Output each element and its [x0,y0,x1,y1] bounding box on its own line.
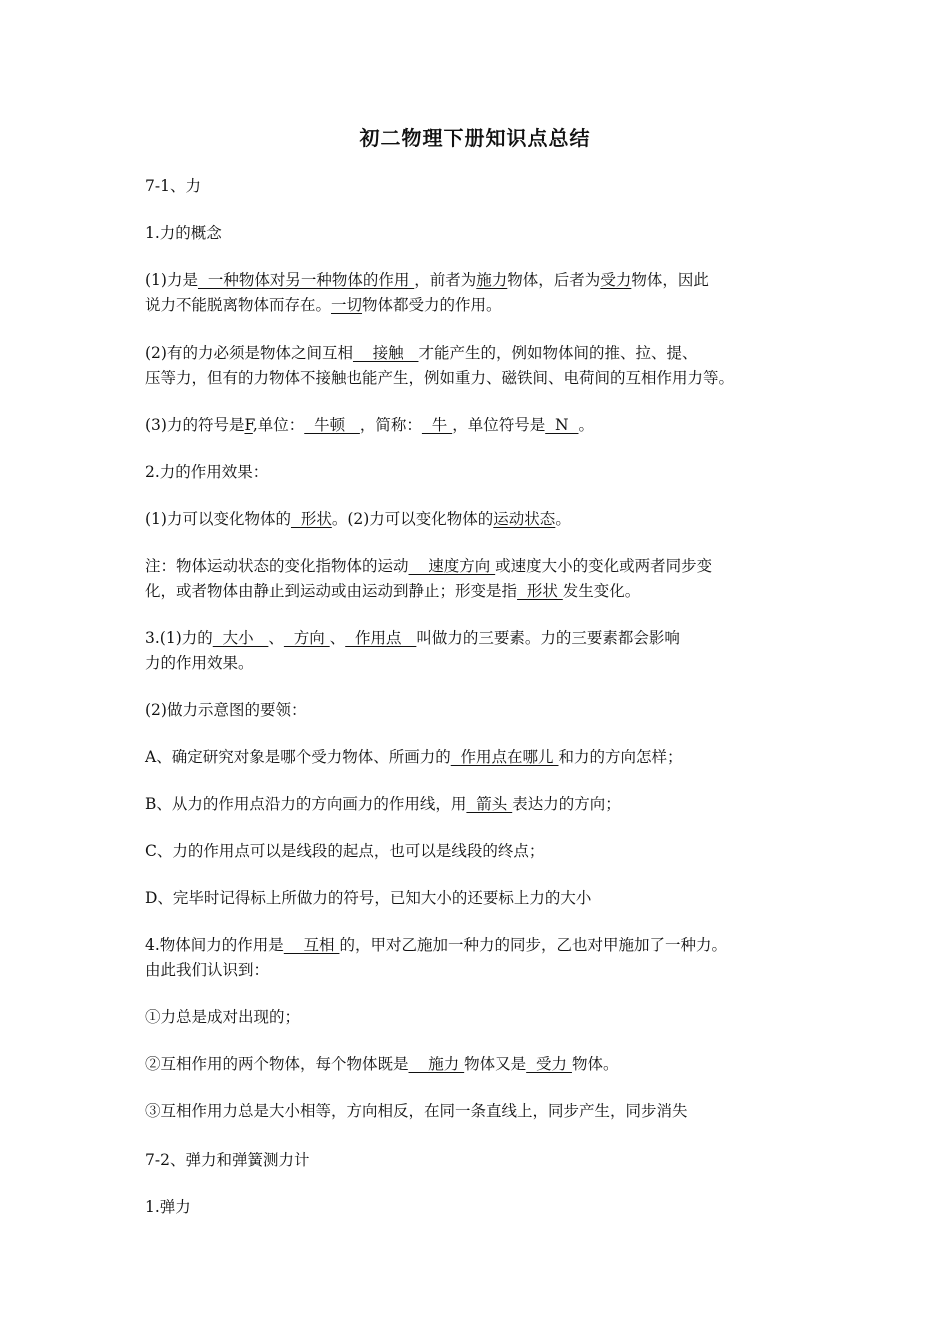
paragraph-tip-b: B、从力的作用点沿力的方向画力的作用线，用 箭头 表达力的方向； [145,795,621,813]
blank-answer: 形状 [517,582,563,600]
paragraph-effect-detail: (1)力可以变化物体的 形状。(2)力可以变化物体的运动状态。 [145,510,571,528]
blank-answer: 受力 [526,1055,572,1073]
blank-answer: 受力 [600,271,632,289]
document-title: 初二物理下册知识点总结 [359,126,591,150]
section-heading-7-2: 7-2、弹力和弹簧测力计 [145,1151,310,1169]
paragraph-tip-c: C、力的作用点可以是线段的起点，也可以是线段的终点； [145,842,545,860]
blank-answer: 施力 [476,271,508,289]
paragraph-note: 注：物体运动状态的变化指物体的运动 速度方向 或速度大小的变化或两者同步变 化，或者物体由静止到运动或由运动到静止；形变是指 形状 发生变化。 [145,557,713,600]
blank-answer: 互相 [283,936,340,954]
paragraph-force-concept: 1.力的概念 [145,224,222,242]
blank-answer: 一切 [331,296,363,314]
blank-answer: 接触 [352,344,419,362]
paragraph-force-effect: 2.力的作用效果： [145,463,269,481]
paragraph-elastic-force: 1.弹力 [145,1198,191,1216]
paragraph-tip-d: D、完毕时记得标上所做力的符号，已知大小的还要标上力的大小 [145,889,592,907]
blank-answer: 形状 [290,510,332,528]
blank-answer: 作用点在哪儿 [450,748,559,766]
blank-answer: 大小 [212,629,269,647]
paragraph-diagram-tips: (2)做力示意图的要领： [145,701,307,719]
blank-answer: 牛 [421,416,453,434]
blank-answer: 方向 [283,629,330,647]
blank-answer: 施力 [408,1055,465,1073]
paragraph-contact-force: (2)有的力必须是物体之间互相 接触 才能产生的，例如物体间的推、拉、提、 压等力，但有的力物体不接触也能产生，例如重力、磁铁间、电荷间的互相作用力等。 [145,344,735,387]
blank-answer: N [545,416,579,434]
paragraph-mutual-force: 4.物体间力的作用是 互相 的，甲对乙施加一种力的同步，乙也对甲施加了一种力。 由此我们认识到： [145,936,727,979]
paragraph-point-2: ②互相作用的两个物体，每个物体既是 施力 物体又是 受力 物体。 [145,1055,619,1073]
paragraph-force-unit: (3)力的符号是F,单位： 牛顿 ，简称： 牛 ，单位符号是 N 。 [145,416,594,434]
paragraph-point-1: ①力总是成对出现的； [145,1008,301,1026]
blank-answer: 速度方向 [408,557,496,575]
blank-answer: 一种物体对另一种物体的作用 [197,271,415,289]
blank-answer: 运动状态 [493,510,556,528]
paragraph-point-3: ③互相作用力总是大小相等，方向相反，在同一条直线上，同步产生，同步消失 [145,1102,688,1120]
blank-answer: F [244,416,253,434]
blank-answer: 作用点 [345,629,417,647]
paragraph-three-elements: 3.(1)力的 大小 、 方向 、 作用点 叫做力的三要素。力的三要素都会影响 力的作用效果。 [145,629,680,672]
blank-answer: 箭头 [466,795,513,813]
paragraph-tip-a: A、确定研究对象是哪个受力物体、所画力的 作用点在哪儿 和力的方向怎样； [145,748,683,766]
blank-answer: 牛顿 [304,416,360,434]
section-heading-7-1: 7-1、力 [145,177,201,195]
paragraph-force-definition: (1)力是 一种物体对另一种物体的作用 ，前者为施力物体，后者为受力物体，因此 说力不能脱离物体而存在。一切物体都受力的作用。 [145,271,709,314]
